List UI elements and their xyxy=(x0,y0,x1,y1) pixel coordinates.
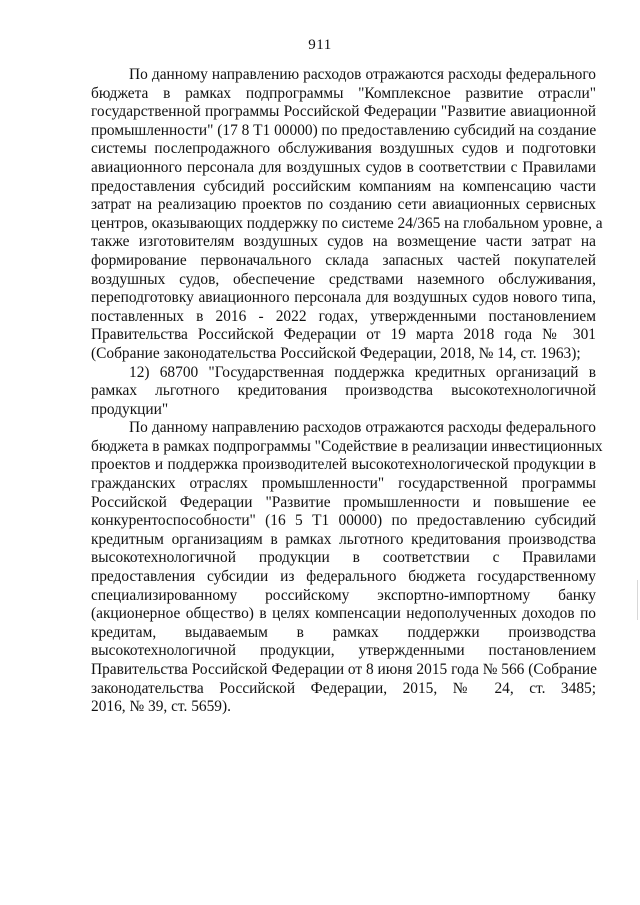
text-line: 12) 68700 "Государственная поддержка кредитных организаций в xyxy=(129,363,596,381)
text-line: центров, оказывающих поддержку по системе 24/365 на глобальном уровне, а xyxy=(91,214,603,232)
text-line: конкурентоспособности" (16 5 Т1 00000) по предоставлению субсидий xyxy=(91,512,596,530)
text-line: предоставления субсидий российским компаниям на компенсацию части xyxy=(91,177,596,195)
text-line: Правительства Российской Федерации от 19 марта 2018 года № 301 xyxy=(91,326,596,344)
text-line: проектов и поддержка производителей высокотехнологической продукции в xyxy=(91,456,596,474)
text-line: бюджета в рамках подпрограммы "Комплексное развитие отрасли" xyxy=(91,84,596,102)
text-line: 2016, № 39, ст. 5659). xyxy=(91,698,231,716)
text-line: высокотехнологичной продукции, утвержденными постановлением xyxy=(91,642,596,660)
page-number: 911 xyxy=(308,37,332,53)
text-line: законодательства Российской Федерации, 2015, № 24, ст. 3485; xyxy=(91,679,596,697)
text-line: Правительства Российской Федерации от 8 июня 2015 года № 566 (Собрание xyxy=(91,661,597,678)
text-line: формирование первоначального склада запасных частей покупателей xyxy=(91,251,596,269)
text-line: Российской Федерации "Развитие промышленности и повышение ее xyxy=(91,493,596,511)
scan-edge-mark xyxy=(637,580,638,620)
text-line: переподготовку авиационного персонала для воздушных судов нового типа, xyxy=(91,289,596,307)
text-line: государственной программы Российской Федерации "Развитие авиационной xyxy=(91,103,596,121)
text-line: продукции" xyxy=(91,400,169,418)
text-line: затрат на реализацию проектов по созданию сети авиационных сервисных xyxy=(91,196,596,214)
text-line: высокотехнологичной продукции в соответствии с Правилами xyxy=(91,549,596,567)
text-line: гражданских отраслях промышленности" государственной программы xyxy=(91,475,596,493)
text-line: По данному направлению расходов отражаются расходы федерального xyxy=(129,419,596,437)
document-body xyxy=(91,66,603,717)
text-line: специализированному российскому экспортно-импортному банку xyxy=(91,586,596,604)
text-line: также изготовителям воздушных судов на возмещение части затрат на xyxy=(91,233,596,251)
text-line: воздушных судов, обеспечение средствами наземного обслуживания, xyxy=(91,270,596,288)
text-line: рамках льготного кредитования производства высокотехнологичной xyxy=(91,382,596,400)
text-line: системы послепродажного обслуживания воздушных судов и подготовки xyxy=(91,140,596,158)
text-line: бюджета в рамках подпрограммы "Содействие в реализации инвестиционных xyxy=(91,437,603,455)
text-line: авиационного персонала для воздушных судов в соответствии с Правилами xyxy=(91,158,596,176)
text-line: поставленных в 2016 - 2022 годах, утвержденными постановлением xyxy=(91,307,596,325)
text-line: промышленности" (17 8 Т1 00000) по предоставлению субсидий на создание xyxy=(91,121,597,139)
text-line: кредитам, выдаваемым в рамках поддержки производства xyxy=(91,623,596,641)
text-line: предоставления субсидии из федерального бюджета государственному xyxy=(91,568,596,586)
paragraph-2 xyxy=(91,364,596,420)
text-line: (Собрание законодательства Российской Федерации, 2018, № 14, ст. 1963); xyxy=(91,344,581,362)
text-line: (акционерное общество) в целях компенсации недополученных доходов по xyxy=(91,605,596,623)
text-line: кредитным организациям в рамках льготного кредитования производства xyxy=(91,530,596,548)
paragraph-1 xyxy=(91,66,603,364)
text-line: По данному направлению расходов отражаются расходы федерального xyxy=(129,66,596,83)
paragraph-3 xyxy=(91,419,603,717)
